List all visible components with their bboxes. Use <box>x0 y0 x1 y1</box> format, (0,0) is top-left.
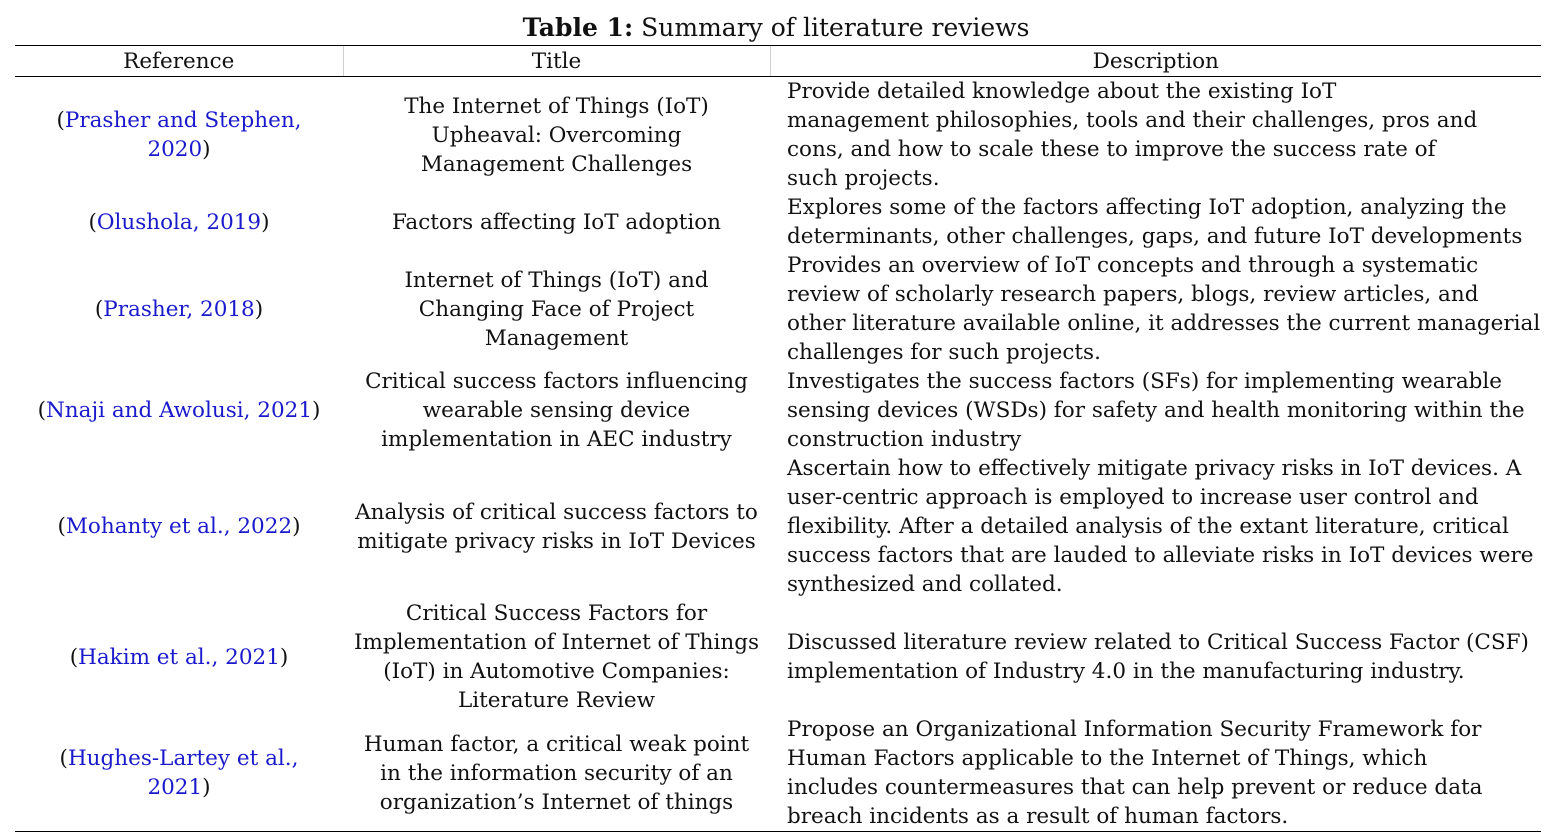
reference-cell: (Nnaji and Awolusi, 2021) <box>37 398 321 423</box>
title-cell: Analysis of critical success factors to mitigate privacy risks in IoT Devices <box>355 499 758 554</box>
description-cell: Discussed literature review related to Critical Success Factor (CSF) implementation of Industry 4.0 in the manufacturing industry. <box>787 630 1529 684</box>
reference-cell: (Mohanty et al., 2022) <box>57 514 301 539</box>
description-cell: Propose an Organizational Information Security Framework for Human Factors applicable to the Internet of Things, which includes countermeasures that can help prevent or reduce data breach incidents as a result of human factors. <box>770 715 1541 832</box>
literature-review-table <box>15 45 1541 832</box>
header-row <box>15 46 1541 77</box>
table-row <box>15 599 1541 715</box>
reference-cell: (Prasher, 2018) <box>94 296 264 322</box>
description-cell: Ascertain how to effectively mitigate privacy risks in IoT devices. A user-centric approach is employed to increase user control and flexibility. After a detailed analysis of the extant literature, critical success factors that are lauded to alleviate risks in IoT devices were synthesized and collated. <box>787 456 1534 597</box>
table-row <box>15 367 1541 454</box>
table-row <box>15 77 1541 194</box>
description-cell: Provide detailed knowledge about the existing IoT management philosophies, tools and their challenges, pros and cons, and how to scale these to improve the success rate of such projects. <box>787 79 1478 191</box>
table-row <box>15 454 1541 599</box>
citation-link[interactable]: Hughes-Lartey et al., 2021 <box>67 746 299 800</box>
citation-link[interactable]: Olushola, 2019 <box>96 209 262 235</box>
description-cell: Explores some of the factors affecting IoT adoption, analyzing the determinants, other challenges, gaps, and future IoT developments <box>787 195 1523 249</box>
title-cell: Factors affecting IoT adoption <box>391 209 722 235</box>
header-description: Description <box>770 46 1541 77</box>
reference-cell: (Hughes-Lartey et al., 2021) <box>15 715 343 832</box>
description-cell: Provides an overview of IoT concepts and through a systematic review of scholarly research papers, blogs, review articles, and other literature available online, it addresses the current managerial challenges for such projects. <box>787 253 1541 365</box>
citation-link[interactable]: Prasher and Stephen, 2020 <box>64 108 302 162</box>
reference-cell: (Olushola, 2019) <box>88 209 270 235</box>
title-cell: Critical success factors influencing wearable sensing device implementation in AEC industry <box>365 369 748 452</box>
reference-cell: (Prasher and Stephen, 2020) <box>56 108 302 162</box>
citation-link[interactable]: Prasher, 2018 <box>103 296 255 322</box>
reference-cell: (Hakim et al., 2021) <box>69 644 289 670</box>
table-row <box>15 715 1541 832</box>
table-row <box>15 251 1541 367</box>
citation-link[interactable]: Hakim et al., 2021 <box>78 644 280 670</box>
header-title: Title <box>343 46 770 77</box>
title-cell: The Internet of Things (IoT) Upheaval: Overcoming Management Challenges <box>404 93 709 177</box>
citation-link[interactable]: Mohanty et al., 2022 <box>65 514 293 539</box>
description-cell: Investigates the success factors (SFs) for implementing wearable sensing devices (WSDs) for safety and health monitoring within the construction industry <box>787 369 1525 452</box>
citation-link[interactable]: Nnaji and Awolusi, 2021 <box>45 398 313 423</box>
table-row <box>15 193 1541 251</box>
header-reference: Reference <box>15 46 343 77</box>
title-cell: Internet of Things (IoT) and Changing Face of Project Management <box>404 267 709 351</box>
title-cell: Critical Success Factors for Implementation of Internet of Things (IoT) in Automotive Companies: Literature Review <box>353 601 759 713</box>
caption-label: Table 1: <box>522 13 634 42</box>
table-caption <box>0 12 1552 44</box>
title-cell: Human factor, a critical weak point in the information security of an organization’s Internet of things <box>343 715 770 832</box>
caption-text: Summary of literature reviews <box>641 13 1030 42</box>
